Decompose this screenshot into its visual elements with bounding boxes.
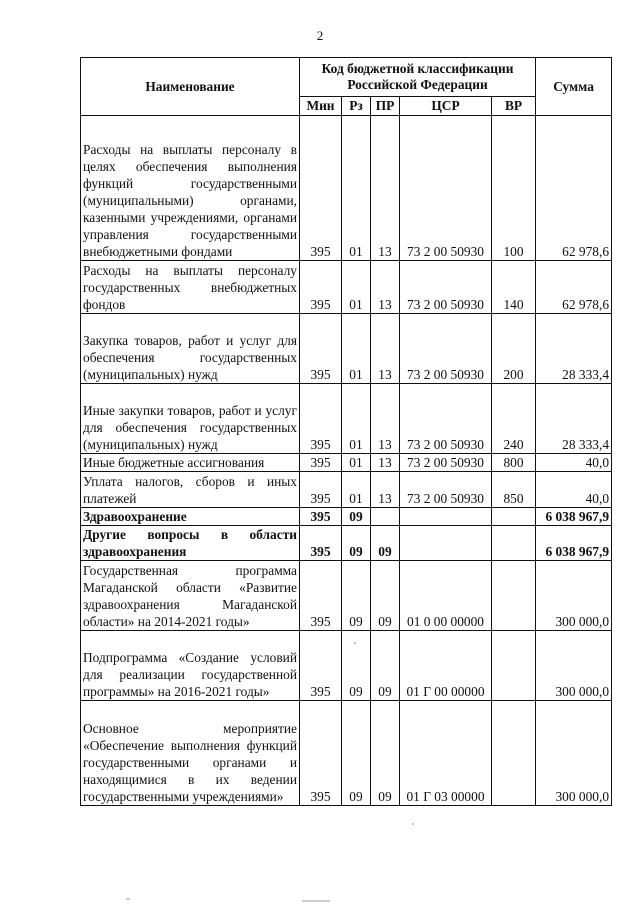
row-sum: 300 000,0 bbox=[536, 631, 612, 701]
row-vr: 100 bbox=[492, 116, 536, 261]
header-vr: ВР bbox=[492, 97, 536, 116]
row-min: 395 bbox=[300, 314, 342, 384]
header-code-group: Код бюджетной классификации Российской Федерации bbox=[300, 58, 536, 97]
row-min: 395 bbox=[300, 508, 342, 526]
row-min: 395 bbox=[300, 631, 342, 701]
row-rz: 09 bbox=[342, 701, 371, 806]
row-rz: 09 bbox=[342, 561, 371, 631]
row-pr: 13 bbox=[371, 314, 400, 384]
header-sum: Сумма bbox=[536, 58, 612, 116]
row-csr: 01 Г 00 00000 bbox=[400, 631, 492, 701]
row-sum: 62 978,6 bbox=[536, 261, 612, 314]
row-sum: 28 333,4 bbox=[536, 314, 612, 384]
row-name: Иные закупки товаров, работ и услуг для обеспечения государственных (муниципальных) нужд bbox=[81, 384, 300, 454]
row-sum: 6 038 967,9 bbox=[536, 508, 612, 526]
row-pr: 13 bbox=[371, 261, 400, 314]
row-vr: 850 bbox=[492, 472, 536, 508]
header-min: Мин bbox=[300, 97, 342, 116]
row-min: 395 bbox=[300, 526, 342, 561]
header-pr: ПР bbox=[371, 97, 400, 116]
row-rz: 09 bbox=[342, 508, 371, 526]
row-min: 395 bbox=[300, 561, 342, 631]
row-min: 395 bbox=[300, 116, 342, 261]
row-sum: 62 978,6 bbox=[536, 116, 612, 261]
row-csr: 01 Г 03 00000 bbox=[400, 701, 492, 806]
row-rz: 01 bbox=[342, 116, 371, 261]
row-pr: 09 bbox=[371, 526, 400, 561]
row-sum: 300 000,0 bbox=[536, 701, 612, 806]
row-name: Другие вопросы в области здравоохранения bbox=[81, 526, 300, 561]
row-rz: 01 bbox=[342, 314, 371, 384]
row-name: Уплата налогов, сборов и иных платежей bbox=[81, 472, 300, 508]
row-sum: 28 333,4 bbox=[536, 384, 612, 454]
row-pr: 13 bbox=[371, 384, 400, 454]
row-pr: 09 bbox=[371, 701, 400, 806]
row-min: 395 bbox=[300, 472, 342, 508]
row-name: Основное мероприятие «Обеспечение выполнения функций государственными органами и находящимися в их ведении государственными учреждениями» bbox=[81, 701, 300, 806]
row-min: 395 bbox=[300, 261, 342, 314]
row-name: Расходы на выплаты персоналу в целях обеспечения выполнения функций государственными (муниципальными) органами, казенными учреждениями, органами управления государственными внебюджетными фондами bbox=[81, 116, 300, 261]
row-vr: 140 bbox=[492, 261, 536, 314]
header-name: Наименование bbox=[81, 58, 300, 116]
row-name: Здравоохранение bbox=[81, 508, 300, 526]
row-csr: 73 2 00 50930 bbox=[400, 472, 492, 508]
row-vr: 200 bbox=[492, 314, 536, 384]
row-sum: 40,0 bbox=[536, 472, 612, 508]
row-name: Иные бюджетные ассигнования bbox=[81, 454, 300, 472]
header-rz: Рз bbox=[342, 97, 371, 116]
row-rz: 01 bbox=[342, 454, 371, 472]
row-name: Государственная программа Магаданской области «Развитие здравоохранения Магаданской области» на 2014-2021 годы» bbox=[81, 561, 300, 631]
row-name: Закупка товаров, работ и услуг для обеспечения государственных (муниципальных) нужд bbox=[81, 314, 300, 384]
row-pr: 13 bbox=[371, 472, 400, 508]
row-csr: 01 0 00 00000 bbox=[400, 561, 492, 631]
row-name: Подпрограмма «Создание условий для реализации государственной программы» на 2016-2021 годы» bbox=[81, 631, 300, 701]
row-pr: 13 bbox=[371, 454, 400, 472]
row-min: 395 bbox=[300, 384, 342, 454]
row-csr: 73 2 00 50930 bbox=[400, 261, 492, 314]
row-sum: 40,0 bbox=[536, 454, 612, 472]
row-rz: 01 bbox=[342, 384, 371, 454]
row-pr: 09 bbox=[371, 561, 400, 631]
row-vr: 800 bbox=[492, 454, 536, 472]
row-csr: 73 2 00 50930 bbox=[400, 384, 492, 454]
row-csr: 73 2 00 50930 bbox=[400, 116, 492, 261]
row-name: Расходы на выплаты персоналу государственных внебюджетных фондов bbox=[81, 261, 300, 314]
row-rz: 09 bbox=[342, 631, 371, 701]
row-pr: 09 bbox=[371, 631, 400, 701]
row-vr: 240 bbox=[492, 384, 536, 454]
row-csr: 73 2 00 50930 bbox=[400, 454, 492, 472]
header-csr: ЦСР bbox=[400, 97, 492, 116]
row-csr: 73 2 00 50930 bbox=[400, 314, 492, 384]
row-sum: 300 000,0 bbox=[536, 561, 612, 631]
row-pr: 13 bbox=[371, 116, 400, 261]
page-number: 2 bbox=[316, 28, 324, 43]
row-min: 395 bbox=[300, 701, 342, 806]
row-rz: 09 bbox=[342, 526, 371, 561]
row-rz: 01 bbox=[342, 261, 371, 314]
row-sum: 6 038 967,9 bbox=[536, 526, 612, 561]
row-min: 395 bbox=[300, 454, 342, 472]
row-rz: 01 bbox=[342, 472, 371, 508]
